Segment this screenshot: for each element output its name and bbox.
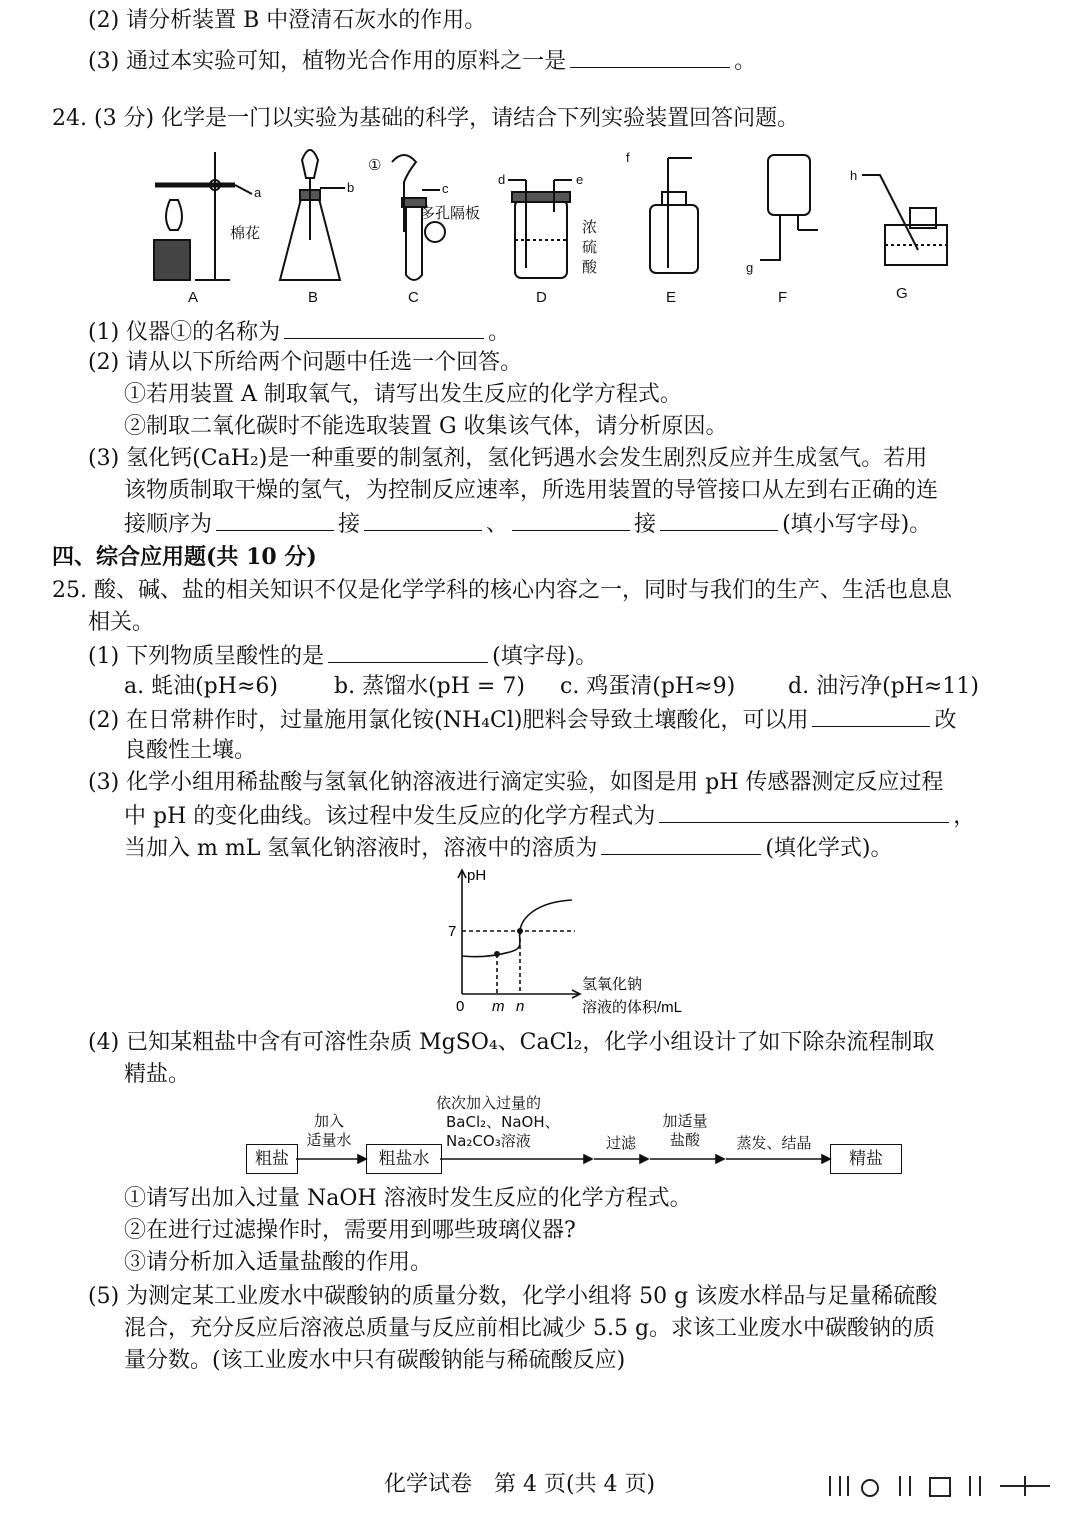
- answer-blank[interactable]: [512, 508, 630, 531]
- step-evaporate: 蒸发、结晶: [736, 1134, 812, 1152]
- x-tick-n: n: [516, 998, 525, 1015]
- apparatus-figure: [140, 140, 970, 315]
- x-tick-m: m: [492, 998, 505, 1015]
- step-filter: 过滤: [605, 1134, 636, 1152]
- q25-stem-line1: 25. 酸、碱、盐的相关知识不仅是化学学科的核心内容之一，同时与我们的生产、生活也息息: [52, 578, 952, 603]
- label-C: C: [408, 289, 419, 306]
- label-G: G: [896, 285, 908, 302]
- box-refined-salt: 精盐: [830, 1144, 902, 1174]
- purification-flowchart: [0, 1094, 1080, 1184]
- port-c: c: [442, 181, 449, 196]
- q25-p4-sub3: ③请分析加入适量盐酸的作用。: [124, 1250, 433, 1275]
- section-title: 四、综合应用题(共 10 分): [52, 544, 317, 570]
- box-crude-salt: 粗盐: [246, 1144, 298, 1174]
- q24-stem: 24. (3 分) 化学是一门以实验为基础的科学，请结合下列实验装置回答问题。: [52, 106, 800, 131]
- port-g: g: [746, 260, 754, 275]
- q25-p4-sub2: ②在进行过滤操作时，需要用到哪些玻璃仪器?: [124, 1218, 576, 1243]
- porous-plate-label: 多孔隔板: [420, 205, 481, 222]
- acid-label-3: 酸: [582, 259, 598, 276]
- q24-p3-line2: 该物质制取干燥的氢气，为控制反应速率，所选用装置的导管接口从左到右正确的连: [124, 478, 939, 503]
- y-axis-label: pH: [467, 867, 487, 884]
- q25-p4-line1: (4) 已知某粗盐中含有可溶性杂质 MgSO₄、CaCl₂，化学小组设计了如下除杂流程制取: [88, 1030, 935, 1055]
- label-D: D: [536, 289, 547, 306]
- answer-blank[interactable]: [659, 800, 949, 823]
- q25-p3-line3: 当加入 m mL 氢氧化钠溶液时，溶液中的溶质为 (填化学式)。: [124, 832, 893, 864]
- port-a: a: [254, 185, 262, 200]
- q25-p5-line1: (5) 为测定某工业废水中碳酸钠的质量分数，化学小组将 50 g 该废水样品与足量稀硫酸: [88, 1284, 938, 1309]
- step-add-reagents: 依次加入过量的 BaCl₂、NaOH、 Na₂CO₃溶液: [436, 1094, 560, 1150]
- option-c: c. 鸡蛋清(pH≈9): [560, 674, 736, 699]
- q24-p2: (2) 请从以下所给两个问题中任选一个回答。: [88, 350, 523, 375]
- q25-stem-line2: 相关。: [88, 610, 155, 635]
- q25-p2-line1: (2) 在日常耕作时，过量施用氯化铵(NH₄Cl)肥料会导致土壤酸化，可以用 改: [88, 704, 956, 736]
- circle-one-label: ①: [368, 157, 382, 174]
- answer-blank[interactable]: [284, 316, 484, 339]
- q25-p4-sub1: ①请写出加入过量 NaOH 溶液时发生反应的化学方程式。: [124, 1186, 692, 1211]
- q25-p5-line2: 混合，充分反应后溶液总质量与反应前相比减少 5.5 g。求该工业废水中碳酸钠的质: [124, 1316, 936, 1341]
- answer-blank[interactable]: [570, 45, 730, 68]
- port-d: d: [498, 172, 506, 187]
- q24-p2-option2: ②制取二氧化碳时不能选取装置 G 收集该气体，请分析原因。: [124, 414, 728, 439]
- y-tick-7: 7: [448, 923, 457, 940]
- q24-p1: (1) 仪器①的名称为 。: [88, 316, 510, 348]
- answer-blank[interactable]: [601, 832, 761, 855]
- acid-label-1: 浓: [582, 219, 598, 236]
- page-footer: 化学试卷 第 4 页(共 4 页): [384, 1472, 656, 1497]
- label-B: B: [308, 289, 319, 306]
- port-f: f: [626, 150, 630, 165]
- answer-blank[interactable]: [364, 508, 482, 531]
- answer-blank[interactable]: [328, 640, 488, 663]
- step-add-water: 加入 适量水: [306, 1112, 352, 1149]
- q24-p3-line1: (3) 氢化钙(CaH₂)是一种重要的制氢剂，氢化钙遇水会发生剧烈反应并生成氢气。若用: [88, 446, 928, 471]
- port-b: b: [347, 180, 355, 195]
- origin-label: 0: [456, 998, 465, 1015]
- port-h: h: [850, 168, 858, 183]
- answer-blank[interactable]: [216, 508, 334, 531]
- q25-p1: (1) 下列物质呈酸性的是 (填字母)。: [88, 640, 597, 672]
- q25-p3-line2: 中 pH 的变化曲线。该过程中发生反应的化学方程式为 ，: [124, 800, 975, 832]
- q25-p3-line1: (3) 化学小组用稀盐酸与氢氧化钠溶液进行滴定实验，如图是用 pH 传感器测定反应过程: [88, 770, 944, 795]
- point-m: [494, 951, 500, 957]
- acid-label-2: 硫: [582, 239, 598, 256]
- answer-blank[interactable]: [812, 704, 930, 727]
- label-F: F: [778, 289, 788, 306]
- option-a: a. 蚝油(pH≈6): [124, 674, 278, 699]
- watermark-icon: [820, 1470, 1060, 1500]
- step-add-hcl: 加适量 盐酸: [662, 1112, 708, 1149]
- answer-blank[interactable]: [660, 508, 778, 531]
- q24-p2-option1: ①若用装置 A 制取氧气，请写出发生反应的化学方程式。: [124, 382, 682, 407]
- prev-q3: (3) 通过本实验可知，植物光合作用的原料之一是 。: [88, 45, 756, 77]
- port-e: e: [576, 172, 584, 187]
- q24-p3-line3: 接顺序为 接 、 接 (填小写字母)。: [124, 508, 931, 540]
- point-n: [517, 928, 523, 934]
- q25-p2-line2: 良酸性土壤。: [124, 738, 257, 763]
- q25-p4-line2: 精盐。: [124, 1062, 191, 1087]
- prev-q2: (2) 请分析装置 B 中澄清石灰水的作用。: [88, 8, 487, 33]
- cotton-label: 棉花: [230, 225, 261, 242]
- option-b: b. 蒸馏水(pH = 7): [334, 674, 525, 699]
- q25-p5-line3: 量分数。(该工业废水中只有碳酸钠能与稀硫酸反应): [124, 1348, 626, 1373]
- q25-p1-options: [124, 672, 1004, 702]
- option-d: d. 油污净(pH≈11): [788, 674, 979, 699]
- ph-curve: [462, 900, 572, 957]
- box-salt-solution: 粗盐水: [366, 1144, 442, 1174]
- ph-curve-graph: [440, 864, 740, 1019]
- x-axis-label-1: 氢氧化钠: [582, 976, 643, 993]
- x-axis-label-2: 溶液的体积/mL: [582, 999, 683, 1016]
- label-A: A: [188, 289, 199, 306]
- label-E: E: [666, 289, 677, 306]
